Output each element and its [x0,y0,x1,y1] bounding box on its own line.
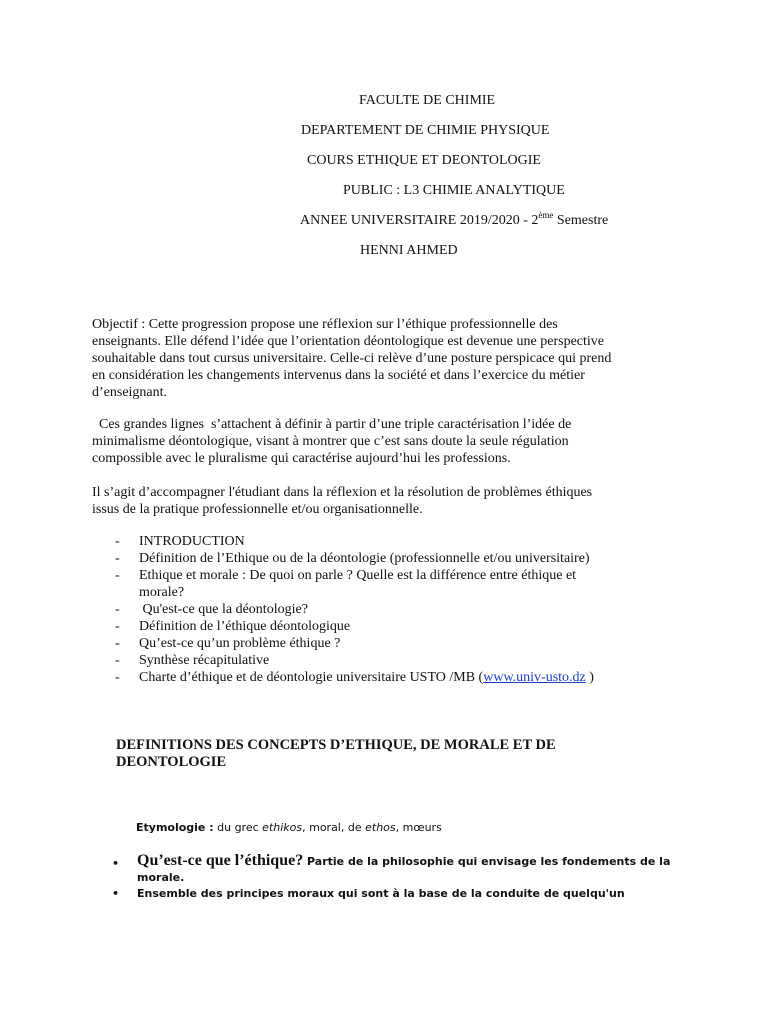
section-title-line: DEONTOLOGIE [116,754,227,770]
list-item [92,601,712,618]
dash-marker: - [115,636,120,651]
outline-item-text: Définition de l’éthique déontologique [139,619,351,634]
academic-year-heading [300,212,608,230]
etymology-text: , mœurs [395,821,442,834]
list-item [112,853,702,886]
audience-heading: PUBLIC : L3 CHIMIE ANALYTIQUE [343,183,565,198]
text-line: enseignants. Elle défend l’idée que l’orientation déontologique est devenue une perspective [92,334,604,349]
text-line: issus de la pratique professionnelle et/ou organisationnelle. [92,502,423,517]
faculty-heading: FACULTE DE CHIMIE [359,93,496,108]
bullet-marker: • [112,887,120,900]
ethics-question: Qu’est-ce que l’éthique? [137,852,304,869]
bullet-marker: • [112,857,120,870]
text-line: minimalisme déontologique, visant à montrer que c’est sans doute la seule régulation [92,434,569,449]
dash-marker: - [115,670,120,685]
list-item [92,652,712,669]
outline-item-text: Synthèse récapitulative [139,653,270,668]
text-line: en considération les changements intervenus dans la société et dans l’exercice du métier [92,368,585,383]
academic-year-suffix: Semestre [553,213,609,228]
text-line: compossible avec le pluralisme qui caractérise aujourd’hui les professions. [92,451,511,466]
outline-item-continuation: morale? [139,585,185,600]
etymology-word: ethikos [262,821,303,834]
etymology-text: , moral, de [302,821,366,834]
list-item [92,669,712,686]
outline-item-text: Définition de l’Ethique ou de la déontologie (professionnelle et/ou universitaire) [139,551,590,566]
guidelines-paragraph [92,416,692,467]
text-line: Objectif : Cette progression propose une réflexion sur l’éthique professionnelle des [92,317,558,332]
course-outline-list [92,533,712,686]
list-item [92,550,712,567]
etymology-text: du grec [213,821,263,834]
text-line: Ces grandes lignes s’attachent à définir à partir d’une triple caractérisation l’idée de [92,417,572,432]
etymology-word: ethos [365,821,396,834]
list-item [92,635,712,652]
objective-paragraph [92,316,692,401]
dash-marker: - [115,568,120,583]
list-item [92,618,712,635]
dash-marker: - [115,619,120,634]
dash-marker: - [115,602,120,617]
ethics-definition-continuation: morale. [137,871,185,884]
etymology-label: Etymologie : [136,821,214,834]
etymology-line [136,820,442,836]
text-line: souhaitable dans tout cursus universitaire. Celle-ci relève d’une posture perspicace qui prend [92,351,612,366]
charter-close-paren: ) [585,670,594,685]
ethics-definition: Partie de la philosophie qui envisage les fondements de la [303,855,671,868]
dash-marker: - [115,534,120,549]
goal-paragraph [92,484,692,518]
section-title-line: DEFINITIONS DES CONCEPTS D’ETHIQUE, DE MORALE ET DE [116,737,556,753]
outline-item-text: INTRODUCTION [139,534,245,549]
outline-item-text: Qu'est-ce que la déontologie? [139,602,308,617]
text-line: d’enseignant. [92,385,168,400]
list-item [92,533,712,550]
outline-item-text: Charte d’éthique et de déontologie universitaire USTO /MB ( [139,670,484,685]
author-heading: HENNI AHMED [360,243,458,258]
dash-marker: - [115,653,120,668]
definition-bullet-list [112,853,702,902]
list-item [92,567,712,601]
outline-item-text: Qu’est-ce qu’un problème éthique ? [139,636,341,651]
principles-definition: Ensemble des principes moraux qui sont à la base de la conduite de quelqu'un [137,887,625,900]
dash-marker: - [115,551,120,566]
academic-year-prefix: ANNEE UNIVERSITAIRE 2019/2020 - 2 [300,213,539,228]
list-item [112,886,702,902]
course-heading: COURS ETHIQUE ET DEONTOLOGIE [307,153,541,168]
outline-item-text: Ethique et morale : De quoi on parle ? Quelle est la différence entre éthique et [139,568,577,583]
department-heading: DEPARTEMENT DE CHIMIE PHYSIQUE [301,123,550,138]
charter-link[interactable]: www.univ-usto.dz [483,670,586,685]
semester-superscript: ème [538,210,554,220]
text-line: Il s’agit d’accompagner l'étudiant dans la réflexion et la résolution de problèmes éthiques [92,485,593,500]
section-title [116,737,676,771]
